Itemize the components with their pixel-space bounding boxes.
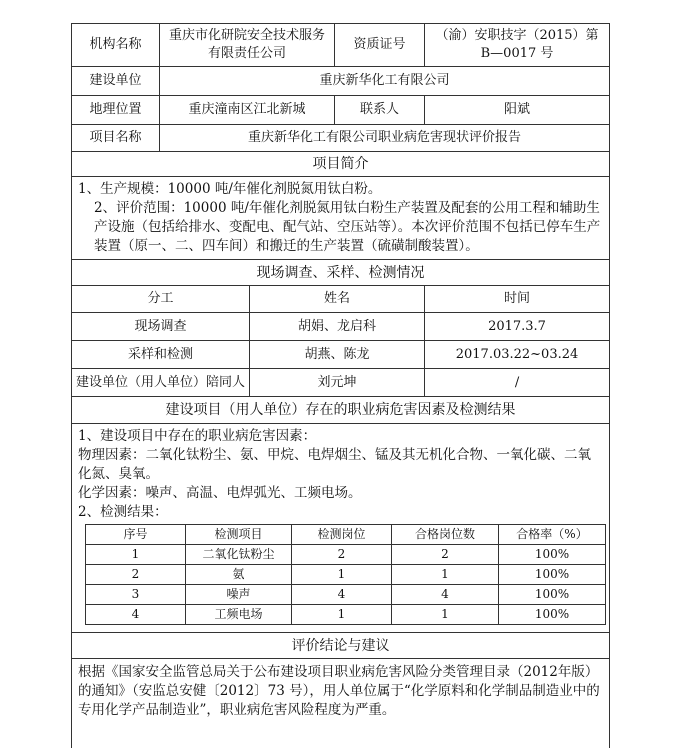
survey-row-name: 胡燕、陈龙 — [250, 341, 425, 369]
project-value: 重庆新华化工有限公司职业病危害现状评价报告 — [160, 125, 610, 152]
results-cell: 4 — [86, 605, 186, 625]
report-table — [71, 23, 610, 748]
conclusion-title: 评价结论与建议 — [72, 633, 610, 659]
intro-title: 项目简介 — [72, 152, 610, 177]
results-cell: 氨 — [186, 565, 292, 585]
results-header: 检测岗位 — [292, 525, 392, 545]
results-cell: 2 — [392, 545, 499, 565]
org-label: 机构名称 — [72, 24, 160, 67]
results-cell: 1 — [86, 545, 186, 565]
survey-row-name: 刘元坤 — [250, 369, 425, 397]
table-row — [86, 545, 606, 565]
results-header: 合格岗位数 — [392, 525, 499, 545]
build-value: 重庆新华化工有限公司 — [160, 67, 610, 96]
survey-row-role: 采样和检测 — [72, 341, 250, 369]
qual-label: 资质证号 — [335, 24, 425, 67]
results-cell: 100% — [499, 605, 606, 625]
loc-label: 地理位置 — [72, 96, 160, 125]
contact-label: 联系人 — [335, 96, 425, 125]
results-header: 合格率（%） — [499, 525, 606, 545]
survey-row-time: 2017.3.7 — [425, 313, 610, 341]
results-cell: 100% — [499, 545, 606, 565]
results-cell: 100% — [499, 585, 606, 605]
results-table — [85, 524, 606, 625]
results-cell: 噪声 — [186, 585, 292, 605]
results-cell: 2 — [86, 565, 186, 585]
qual-value: （渝）安职技字（2015）第 B—0017 号 — [425, 24, 610, 67]
intro-line-2: 2、评价范围：10000 吨/年催化剂脱氮用钛白粉生产装置及配套的公用工程和辅助生产设施（包括给排水、变配电、配气站、空压站等）。本次评价范围不包括已停车生产装置（原一、二、四车间）和搬迁的生产装置（硫磺制酸装置）。 — [78, 199, 603, 256]
hazards-title: 建设项目（用人单位）存在的职业病危害因素及检测结果 — [72, 397, 610, 424]
results-cell: 3 — [86, 585, 186, 605]
survey-row-role: 建设单位（用人单位）陪同人 — [72, 369, 250, 397]
results-cell: 工频电场 — [186, 605, 292, 625]
survey-row-time: 2017.03.22~03.24 — [425, 341, 610, 369]
survey-header-name: 姓名 — [250, 286, 425, 313]
survey-row-name: 胡娟、龙启科 — [250, 313, 425, 341]
results-header: 检测项目 — [186, 525, 292, 545]
results-cell: 1 — [392, 605, 499, 625]
results-cell: 二氧化钛粉尘 — [186, 545, 292, 565]
results-cell: 100% — [499, 565, 606, 585]
table-row — [86, 605, 606, 625]
survey-header-role: 分工 — [72, 286, 250, 313]
table-row — [86, 565, 606, 585]
results-cell: 1 — [292, 605, 392, 625]
hazards-line-2: 物理因素：二氧化钛粉尘、氨、甲烷、电焊烟尘、锰及其无机化合物、一氧化碳、二氧化氮、臭氧。 — [78, 446, 603, 484]
hazards-body — [72, 424, 610, 633]
survey-row-time: / — [425, 369, 610, 397]
survey-header-time: 时间 — [425, 286, 610, 313]
results-header: 序号 — [86, 525, 186, 545]
contact-value: 阳斌 — [425, 96, 610, 125]
project-label: 项目名称 — [72, 125, 160, 152]
build-label: 建设单位 — [72, 67, 160, 96]
hazards-line-3: 化学因素：噪声、高温、电焊弧光、工频电场。 — [78, 484, 603, 503]
results-cell: 1 — [292, 565, 392, 585]
survey-row-role: 现场调查 — [72, 313, 250, 341]
org-value: 重庆市化研院安全技术服务有限责任公司 — [160, 24, 335, 67]
table-row — [86, 585, 606, 605]
hazards-line-4: 2、检测结果： — [78, 503, 603, 522]
results-cell: 2 — [292, 545, 392, 565]
conclusion-body — [72, 659, 610, 748]
survey-title: 现场调查、采样、检测情况 — [72, 260, 610, 286]
conclusion-text: 根据《国家安全监管总局关于公布建设项目职业病危害风险分类管理目录（2012年版）的通知》（安监总安健〔2012〕73 号），用人单位属于“化学原料和化学制品制造业中的专用化学产品制造业”，职业病危害风险程度为严重。 — [78, 663, 603, 720]
report-form — [71, 23, 609, 748]
intro-line-1: 1、生产规模：10000 吨/年催化剂脱氮用钛白粉。 — [78, 180, 603, 199]
intro-body — [72, 177, 610, 260]
results-cell: 4 — [292, 585, 392, 605]
hazards-line-1: 1、建设项目中存在的职业病危害因素： — [78, 427, 603, 446]
results-cell: 4 — [392, 585, 499, 605]
loc-value: 重庆潼南区江北新城 — [160, 96, 335, 125]
results-cell: 1 — [392, 565, 499, 585]
